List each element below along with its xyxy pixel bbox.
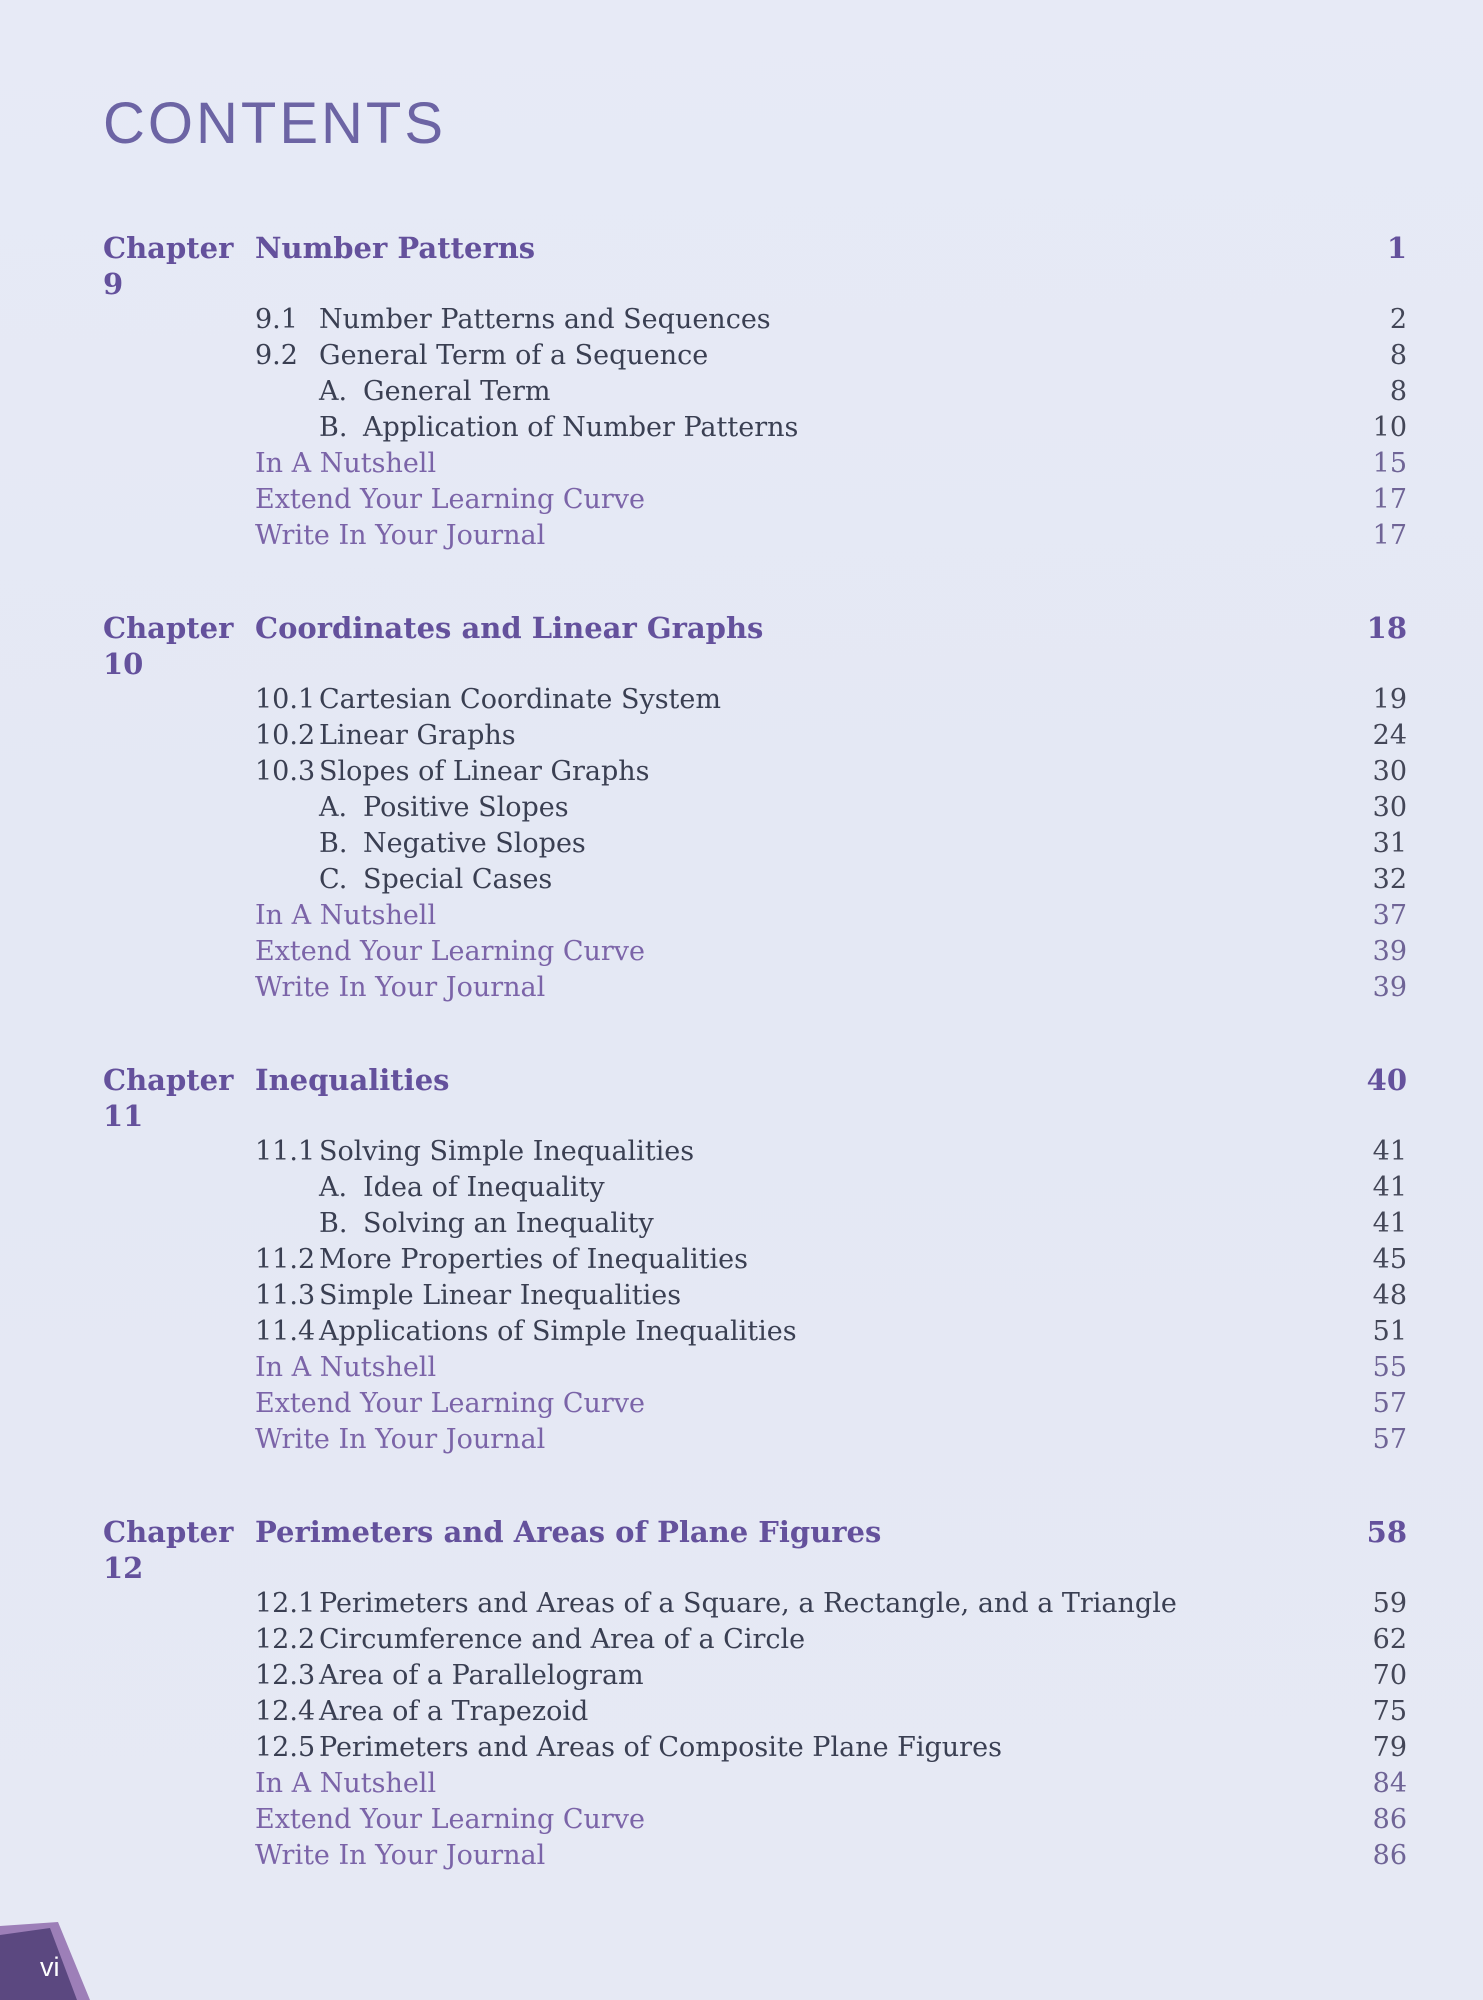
- toc-list: [103, 230, 1407, 1874]
- toc-row: [103, 446, 1407, 482]
- entry-page-number: 24: [1372, 720, 1407, 751]
- toc-row: [103, 1386, 1407, 1422]
- toc-row: [103, 970, 1407, 1006]
- toc-row: [103, 1586, 1407, 1622]
- toc-row: [103, 1694, 1407, 1730]
- section-number: 12.3: [255, 1660, 316, 1691]
- section-title: Linear Graphs: [319, 720, 516, 751]
- feature-title: In A Nutshell: [255, 900, 437, 931]
- chapter-page-number: 18: [1366, 611, 1407, 645]
- entry-page-number: 10: [1372, 412, 1407, 443]
- subsection-title: Special Cases: [363, 864, 553, 895]
- feature-title: Write In Your Journal: [255, 1840, 546, 1871]
- page-number-tab: [0, 1922, 112, 2000]
- subsection-letter: B.: [319, 1208, 348, 1239]
- subsection-title: Idea of Inequality: [363, 1172, 605, 1203]
- toc-row: [103, 518, 1407, 554]
- toc-row: [103, 934, 1407, 970]
- chapter-block: [103, 610, 1407, 1006]
- toc-row: [103, 338, 1407, 374]
- entry-page-number: 79: [1372, 1732, 1407, 1763]
- chapter-block: [103, 1514, 1407, 1874]
- entry-page-number: 30: [1372, 756, 1407, 787]
- section-number: 12.1: [255, 1588, 316, 1619]
- toc-row: [103, 1802, 1407, 1838]
- entry-page-number: 55: [1372, 1352, 1407, 1383]
- feature-title: Extend Your Learning Curve: [255, 484, 646, 515]
- subsection-letter: A.: [319, 792, 348, 823]
- toc-row: [103, 410, 1407, 446]
- toc-row: [103, 1242, 1407, 1278]
- section-number: 11.1: [255, 1136, 316, 1167]
- entry-page-number: 39: [1372, 936, 1407, 967]
- section-number: 11.3: [255, 1280, 316, 1311]
- chapter-block: [103, 230, 1407, 554]
- toc-row: [103, 1134, 1407, 1170]
- feature-title: Extend Your Learning Curve: [255, 1804, 646, 1835]
- chapter-title: Coordinates and Linear Graphs: [255, 611, 764, 645]
- entry-page-number: 62: [1372, 1624, 1407, 1655]
- feature-title: Write In Your Journal: [255, 1424, 546, 1455]
- toc-row: [103, 1622, 1407, 1658]
- feature-title: Extend Your Learning Curve: [255, 936, 646, 967]
- section-number: 10.2: [255, 720, 316, 751]
- section-title: Area of a Parallelogram: [319, 1660, 644, 1691]
- toc-row: [103, 1422, 1407, 1458]
- chapter-title: Inequalities: [255, 1063, 450, 1097]
- toc-row: [103, 1278, 1407, 1314]
- feature-title: Write In Your Journal: [255, 520, 546, 551]
- entry-page-number: 2: [1389, 304, 1407, 335]
- section-title: Simple Linear Inequalities: [319, 1280, 682, 1311]
- entry-page-number: 39: [1372, 972, 1407, 1003]
- entry-page-number: 41: [1372, 1208, 1407, 1239]
- toc-row: [103, 1766, 1407, 1802]
- section-title: Solving Simple Inequalities: [319, 1136, 695, 1167]
- entry-page-number: 51: [1372, 1316, 1407, 1347]
- chapter-label: Chapter 10: [103, 611, 234, 681]
- toc-row: [103, 1730, 1407, 1766]
- section-number: 10.3: [255, 756, 316, 787]
- page-number-label: vi: [40, 1952, 60, 1982]
- entry-page-number: 17: [1372, 520, 1407, 551]
- subsection-letter: A.: [319, 376, 348, 407]
- toc-row: [103, 482, 1407, 518]
- section-title: Number Patterns and Sequences: [319, 304, 771, 335]
- toc-row: [103, 826, 1407, 862]
- entry-page-number: 19: [1372, 684, 1407, 715]
- entry-page-number: 30: [1372, 792, 1407, 823]
- section-title: Perimeters and Areas of a Square, a Rectangle, and a Triangle: [319, 1588, 1177, 1619]
- entry-page-number: 8: [1389, 340, 1407, 371]
- section-number: 12.4: [255, 1696, 316, 1727]
- entry-page-number: 15: [1372, 448, 1407, 479]
- toc-row: [103, 898, 1407, 934]
- toc-row: [103, 1658, 1407, 1694]
- chapter-page-number: 1: [1386, 231, 1407, 265]
- section-number: 12.2: [255, 1624, 316, 1655]
- entry-page-number: 41: [1372, 1136, 1407, 1167]
- subsection-title: Positive Slopes: [363, 792, 569, 823]
- toc-row: [103, 754, 1407, 790]
- subsection-title: Negative Slopes: [363, 828, 586, 859]
- entry-page-number: 17: [1372, 484, 1407, 515]
- section-title: General Term of a Sequence: [319, 340, 709, 371]
- section-number: 11.2: [255, 1244, 316, 1275]
- chapter-heading-row: [103, 1514, 1407, 1586]
- entry-page-number: 32: [1372, 864, 1407, 895]
- section-title: More Properties of Inequalities: [319, 1244, 748, 1275]
- entry-page-number: 84: [1372, 1768, 1407, 1799]
- section-number: 10.1: [255, 684, 316, 715]
- subsection-title: Solving an Inequality: [363, 1208, 654, 1239]
- entry-page-number: 86: [1372, 1840, 1407, 1871]
- toc-row: [103, 790, 1407, 826]
- subsection-letter: B.: [319, 412, 348, 443]
- chapter-label: Chapter 9: [103, 231, 234, 301]
- chapter-heading-row: [103, 1062, 1407, 1134]
- toc-row: [103, 1170, 1407, 1206]
- chapter-heading-row: [103, 610, 1407, 682]
- toc-row: [103, 1838, 1407, 1874]
- subsection-letter: B.: [319, 828, 348, 859]
- entry-page-number: 70: [1372, 1660, 1407, 1691]
- toc-row: [103, 1350, 1407, 1386]
- feature-title: Extend Your Learning Curve: [255, 1388, 646, 1419]
- chapter-heading-row: [103, 230, 1407, 302]
- section-number: 11.4: [255, 1316, 316, 1347]
- feature-title: In A Nutshell: [255, 1352, 437, 1383]
- toc-row: [103, 1206, 1407, 1242]
- page-title: CONTENTS: [103, 91, 446, 156]
- section-title: Area of a Trapezoid: [319, 1696, 589, 1727]
- chapter-block: [103, 1062, 1407, 1458]
- entry-page-number: 45: [1372, 1244, 1407, 1275]
- subsection-title: Application of Number Patterns: [363, 412, 799, 443]
- contents-page: [103, 92, 1407, 1930]
- section-title: Cartesian Coordinate System: [319, 684, 721, 715]
- toc-row: [103, 302, 1407, 338]
- entry-page-number: 41: [1372, 1172, 1407, 1203]
- section-number: 12.5: [255, 1732, 316, 1763]
- entry-page-number: 48: [1372, 1280, 1407, 1311]
- entry-page-number: 31: [1372, 828, 1407, 859]
- entry-page-number: 37: [1372, 900, 1407, 931]
- feature-title: In A Nutshell: [255, 448, 437, 479]
- chapter-page-number: 40: [1366, 1063, 1407, 1097]
- toc-row: [103, 1314, 1407, 1350]
- subsection-letter: C.: [319, 864, 348, 895]
- toc-row: [103, 862, 1407, 898]
- section-title: Applications of Simple Inequalities: [319, 1316, 797, 1347]
- chapter-page-number: 58: [1366, 1515, 1407, 1549]
- chapter-label: Chapter 11: [103, 1063, 234, 1133]
- feature-title: Write In Your Journal: [255, 972, 546, 1003]
- toc-row: [103, 682, 1407, 718]
- section-number: 9.2: [255, 340, 298, 371]
- entry-page-number: 57: [1372, 1424, 1407, 1455]
- chapter-title: Perimeters and Areas of Plane Figures: [255, 1515, 882, 1549]
- section-title: Slopes of Linear Graphs: [319, 756, 650, 787]
- entry-page-number: 8: [1389, 376, 1407, 407]
- entry-page-number: 57: [1372, 1388, 1407, 1419]
- entry-page-number: 59: [1372, 1588, 1407, 1619]
- subsection-letter: A.: [319, 1172, 348, 1203]
- chapter-label: Chapter 12: [103, 1515, 234, 1585]
- section-title: Circumference and Area of a Circle: [319, 1624, 806, 1655]
- section-number: 9.1: [255, 304, 298, 335]
- subsection-title: General Term: [363, 376, 551, 407]
- section-title: Perimeters and Areas of Composite Plane Figures: [319, 1732, 1002, 1763]
- entry-page-number: 86: [1372, 1804, 1407, 1835]
- entry-page-number: 75: [1372, 1696, 1407, 1727]
- toc-row: [103, 718, 1407, 754]
- chapter-title: Number Patterns: [255, 231, 536, 265]
- feature-title: In A Nutshell: [255, 1768, 437, 1799]
- toc-row: [103, 374, 1407, 410]
